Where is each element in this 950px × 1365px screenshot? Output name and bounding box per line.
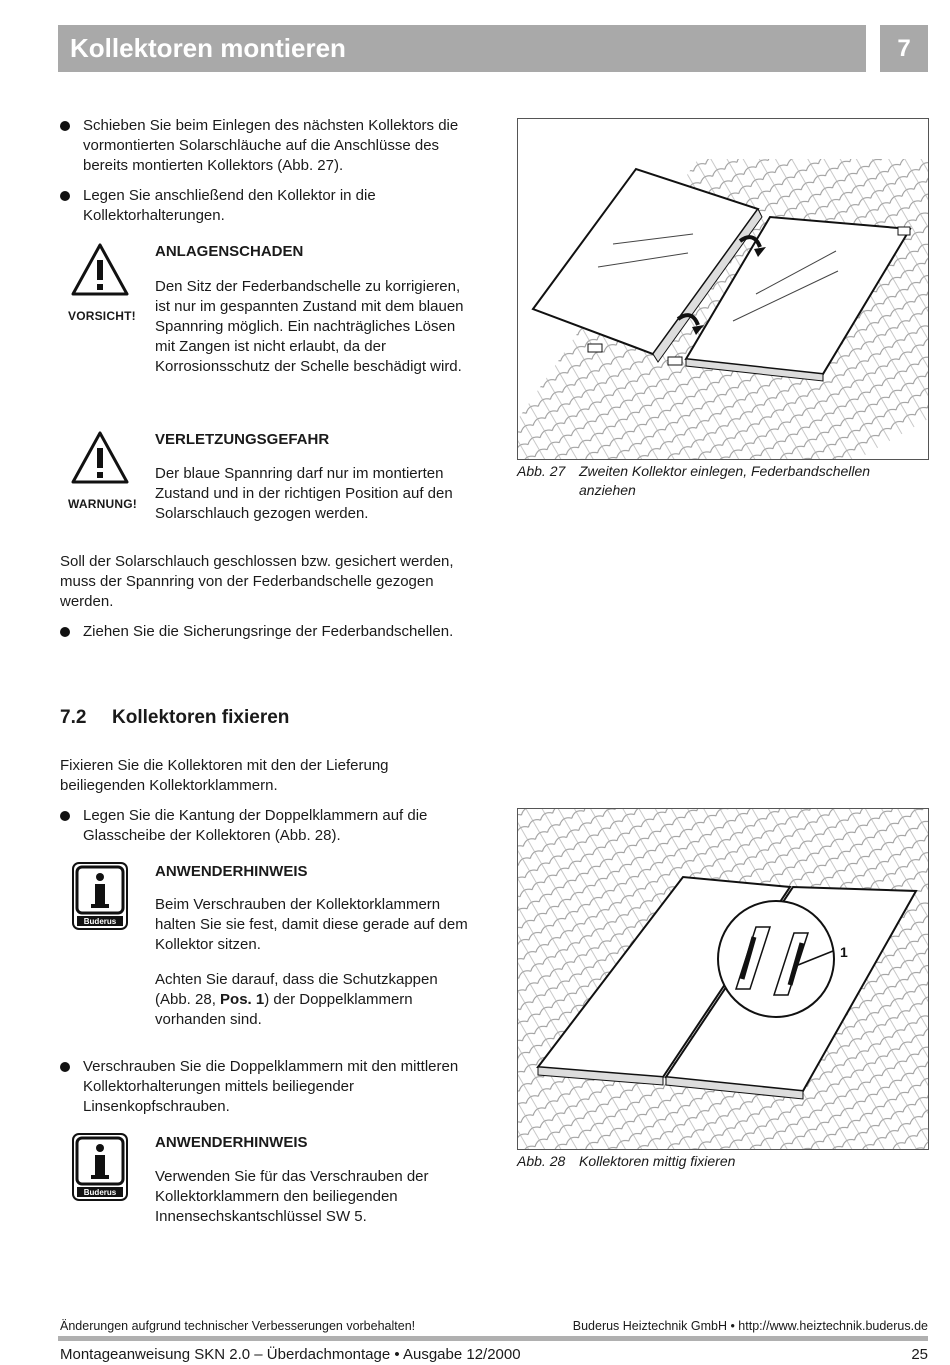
bullet-text: Ziehen Sie die Sicherungsringe der Federbandschellen. bbox=[83, 623, 454, 640]
list-item bbox=[60, 622, 472, 642]
figure-caption bbox=[517, 462, 927, 502]
notice-text: Verwenden Sie für das Verschrauben der Kollektorklammern den beiliegenden Innensechskantschlüssel SW 5. bbox=[155, 1168, 429, 1225]
page-header-title: Kollektoren montieren bbox=[58, 25, 866, 72]
list-item bbox=[60, 1057, 472, 1117]
bullet-icon bbox=[60, 191, 70, 201]
chapter-number: 7 bbox=[880, 25, 928, 72]
notice-text-part: Achten Sie darauf, dass die Schutzkappen (Abb. 28, bbox=[155, 971, 438, 1008]
body-paragraph: Soll der Solarschlauch geschlossen bzw. gesichert werden, muss der Spannring von der Federbandschelle gezogen werden. bbox=[60, 553, 454, 610]
info-icon bbox=[72, 862, 128, 930]
bullet-text: Legen Sie anschließend den Kollektor in die Kollektorhalterungen. bbox=[83, 187, 376, 224]
figure-27-illustration bbox=[517, 118, 929, 460]
notice-text-part: ) der Doppelklammern vorhanden sind. bbox=[155, 991, 413, 1028]
buderus-logo-text: Buderus bbox=[83, 1188, 117, 1197]
figure-number: Abb. 28 bbox=[517, 1153, 566, 1169]
section-title: Kollektoren fixieren bbox=[112, 707, 290, 728]
notice-title: ANWENDERHINWEIS bbox=[155, 1134, 308, 1151]
footer-divider bbox=[58, 1336, 928, 1341]
page-number: 25 bbox=[911, 1346, 928, 1363]
signal-word-warning: WARNUNG! bbox=[68, 497, 137, 511]
bullet-text: Legen Sie die Kantung der Doppelklammern auf die Glasscheibe der Kollektoren (Abb. 28). bbox=[83, 807, 428, 844]
bullet-text: Schieben Sie beim Einlegen des nächsten Kollektors die vormontierten Solarschläuche auf die Anschlüsse des bereits montierten Kollektors (Abb. 27). bbox=[83, 117, 459, 174]
warning-triangle-icon bbox=[70, 242, 130, 298]
footer-company: Buderus Heiztechnik GmbH • http://www.heiztechnik.buderus.de bbox=[572, 1319, 928, 1333]
notice-text: Beim Verschrauben der Kollektorklammern halten Sie sie fest, damit diese gerade auf dem Kollektor sitzen. bbox=[155, 896, 468, 953]
collector-roof-drawing bbox=[518, 119, 928, 459]
notice-text bbox=[155, 970, 470, 1030]
notice-title: ANLAGENSCHADEN bbox=[155, 243, 304, 260]
notice-title: ANWENDERHINWEIS bbox=[155, 863, 308, 880]
signal-word-caution: VORSICHT! bbox=[68, 309, 136, 323]
bullet-text: Verschrauben Sie die Doppelklammern mit den mittleren Kollektorhalterungen mittels beiliegender Linsenkopfschrauben. bbox=[83, 1058, 459, 1115]
body-paragraph: Fixieren Sie die Kollektoren mit den der Lieferung beiliegenden Kollektorklammern. bbox=[60, 757, 389, 794]
section-number: 7.2 bbox=[60, 707, 87, 728]
callout-label: 1 bbox=[840, 944, 848, 960]
figure-caption-text: Kollektoren mittig fixieren bbox=[579, 1153, 736, 1169]
notice-text: Den Sitz der Federbandschelle zu korrigieren, ist nur im gespannten Zustand mit dem blauen Spannring möglich. Ein nachträgliches Lösen mit Zangen ist nicht erlaubt, da der Korrosionsschutz der Schelle beschädigt wird. bbox=[155, 278, 464, 375]
list-item bbox=[60, 186, 472, 226]
notice-text: Der blaue Spannring darf nur im montierten Zustand und in der richtigen Position auf den Solarschlauch gezogen werden. bbox=[155, 465, 453, 522]
bullet-icon bbox=[60, 627, 70, 637]
warning-triangle-icon bbox=[70, 430, 130, 486]
list-item bbox=[60, 806, 472, 846]
position-reference: Pos. 1 bbox=[220, 991, 265, 1008]
notice-title: VERLETZUNGSGEFAHR bbox=[155, 431, 330, 448]
footer-note: Änderungen aufgrund technischer Verbesserungen vorbehalten! bbox=[60, 1319, 416, 1333]
figure-caption bbox=[517, 1152, 927, 1174]
collector-clamp-drawing bbox=[518, 809, 928, 1149]
info-icon bbox=[72, 1133, 128, 1201]
list-item bbox=[60, 116, 472, 176]
bullet-icon bbox=[60, 121, 70, 131]
buderus-logo-text: Buderus bbox=[83, 917, 117, 926]
bullet-icon bbox=[60, 1062, 70, 1072]
figure-number: Abb. 27 bbox=[517, 463, 566, 479]
figure-caption-text: Zweiten Kollektor einlegen, Federbandschellen anziehen bbox=[579, 463, 871, 498]
figure-28-illustration bbox=[517, 808, 929, 1150]
bullet-icon bbox=[60, 811, 70, 821]
footer-document-title: Montageanweisung SKN 2.0 – Überdachmontage • Ausgabe 12/2000 bbox=[60, 1346, 521, 1363]
